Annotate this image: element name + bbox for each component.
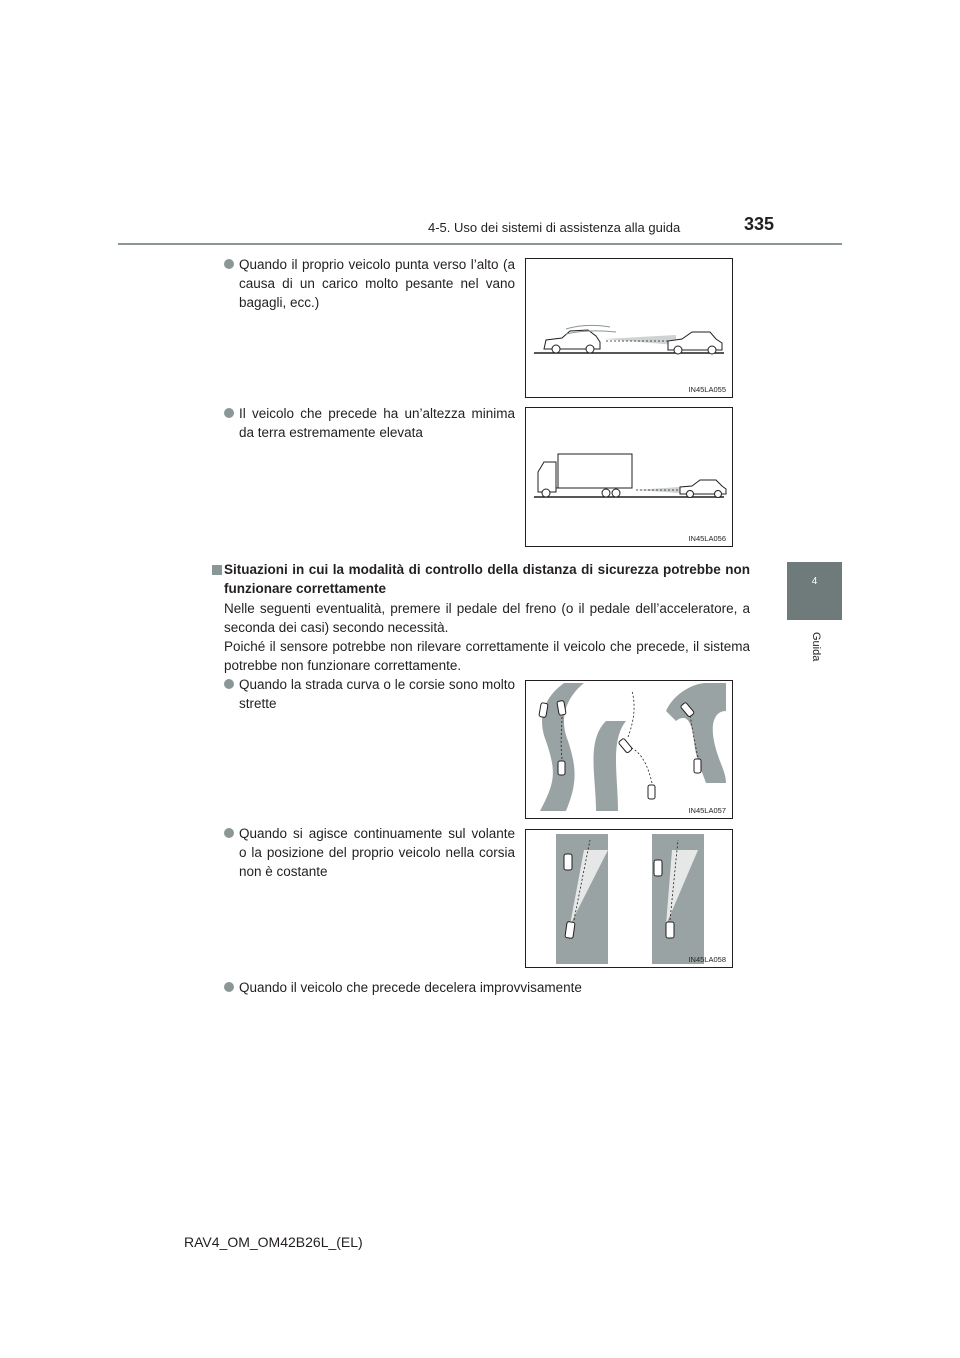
bullet-item xyxy=(239,675,515,713)
bullet-item xyxy=(239,824,515,881)
bullet-item xyxy=(239,978,739,997)
bullet-text: Quando si agisce continuamente sul volante o la posizione del proprio veicolo nella corsia non è costante xyxy=(239,826,515,879)
bullet-text: Quando il proprio veicolo punta verso l’alto (a causa di un carico molto pesante nel vano bagagli, ecc.) xyxy=(239,257,515,310)
chapter-label xyxy=(808,632,822,682)
figure-code: IN45LA056 xyxy=(688,534,726,543)
figure-unsteady-steering xyxy=(525,829,733,968)
section-title: Situazioni in cui la modalità di controllo della distanza di sicurezza potrebbe non funzionare correttamente xyxy=(224,562,750,596)
chapter-number: 4 xyxy=(811,576,818,587)
bullet-item xyxy=(239,255,515,312)
figure-vehicle-pitched-up xyxy=(525,258,733,398)
bullet-text: Il veicolo che precede ha un’altezza minima da terra estremamente elevata xyxy=(239,406,515,440)
bullet-item xyxy=(239,404,515,442)
lane-drift-illustration xyxy=(526,830,732,967)
section-paragraph: Poiché il sensore potrebbe non rilevare correttamente il veicolo che precede, il sistema potrebbe non funzionare correttamente. xyxy=(224,639,750,673)
chapter-tab xyxy=(787,562,842,620)
chapter-label-text: Guida xyxy=(810,632,822,662)
header-divider xyxy=(118,243,842,245)
bullet-text: Quando il veicolo che precede decelera improvvisamente xyxy=(239,980,582,995)
section-paragraph: Nelle seguenti eventualità, premere il pedale del freno (o il pedale dell’acceleratore, a seconda dei casi) secondo necessità. xyxy=(224,601,750,635)
figure-high-clearance-vehicle xyxy=(525,407,733,547)
bullet-icon xyxy=(224,259,234,269)
curved-road-illustration xyxy=(526,681,732,818)
bullet-text: Quando la strada curva o le corsie sono molto strette xyxy=(239,677,515,711)
figure-code: IN45LA055 xyxy=(688,385,726,394)
truck-illustration xyxy=(526,408,732,546)
vehicle-pitch-illustration xyxy=(526,259,732,397)
bullet-icon xyxy=(224,828,234,838)
bullet-icon xyxy=(224,982,234,992)
section-header: 4-5. Uso dei sistemi di assistenza alla guida xyxy=(428,220,681,235)
bullet-icon xyxy=(224,408,234,418)
figure-code: IN45LA058 xyxy=(688,955,726,964)
section-marker-icon xyxy=(212,565,222,575)
document-code: RAV4_OM_OM42B26L_(EL) xyxy=(184,1234,363,1250)
page-number: 335 xyxy=(744,214,775,234)
figure-code: IN45LA057 xyxy=(688,806,726,815)
figure-curved-road xyxy=(525,680,733,819)
bullet-icon xyxy=(224,679,234,689)
